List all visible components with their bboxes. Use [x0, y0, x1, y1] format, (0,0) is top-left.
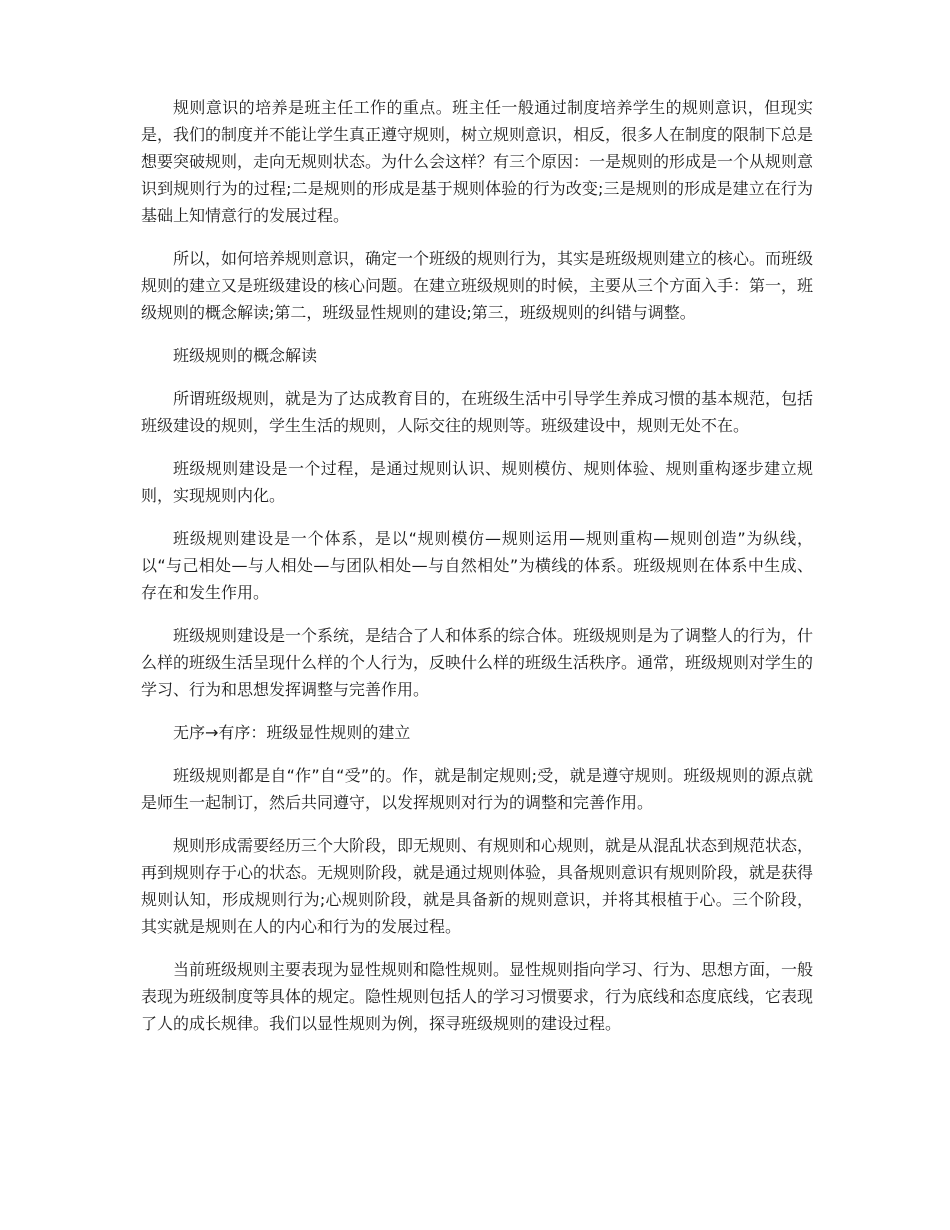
paragraph: 规则形成需要经历三个大阶段，即无规则、有规则和心规则，就是从混乱状态到规范状态，再到规则存于心的状态。无规则阶段，就是通过规则体验，具备规则意识有规则阶段，就是获得规则认知，形成规则行为;心规则阶段，就是具备新的规则意识，并将其根植于心。三个阶段，其实就是规则在人的内心和行为的发展过程。 — [141, 836, 814, 936]
paragraph: 班级规则都是自“作”自“受”的。作，就是制定规则;受，就是遵守规则。班级规则的源点就是师生一起制订，然后共同遵守，以发挥规则对行为的调整和完善作用。 — [141, 766, 813, 812]
section-heading: 无序→有序：班级显性规则的建立 — [173, 723, 411, 742]
paragraph: 规则意识的培养是班主任工作的重点。班主任一般通过制度培养学生的规则意识，但现实是，我们的制度并不能让学生真正遵守规则，树立规则意识，相反，很多人在制度的限制下总是想要突破规则，走向无规则状态。为什么会这样？有三个原因：一是规则的形成是一个从规则意识到规则行为的过程;二是规则的形成是基于规则体验的行为改变;三是规则的形成是建立在行为基础上知情意行的发展过程。 — [141, 98, 814, 225]
paragraph: 班级规则建设是一个过程，是通过规则认识、规则模仿、规则体验、规则重构逐步建立规则，实现规则内化。 — [141, 459, 813, 505]
paragraph: 所谓班级规则，就是为了达成教育目的，在班级生活中引导学生养成习惯的基本规范，包括班级建设的规则，学生生活的规则，人际交往的规则等。班级建设中，规则无处不在。 — [141, 389, 814, 435]
paragraph: 班级规则建设是一个体系，是以“规则模仿—规则运用—规则重构—规则创造”为纵线，以“与己相处—与人相处—与团队相处—与自然相处”为横线的体系。班级规则在体系中生成、存在和发生作用。 — [141, 529, 813, 602]
paragraph: 当前班级规则主要表现为显性规则和隐性规则。显性规则指向学习、行为、思想方面，一般表现为班级制度等具体的规定。隐性规则包括人的学习习惯要求，行为底线和态度底线，它表现了人的成长规律。我们以显性规则为例，探寻班级规则的建设过程。 — [141, 960, 814, 1033]
section-heading: 班级规则的概念解读 — [173, 346, 318, 365]
paragraph: 所以，如何培养规则意识，确定一个班级的规则行为，其实是班级规则建立的核心。而班级规则的建立又是班级建设的核心问题。在建立班级规则的时候，主要从三个方面入手：第一，班级规则的概念解读;第二，班级显性规则的建设;第三，班级规则的纠错与调整。 — [141, 249, 814, 322]
paragraph: 班级规则建设是一个系统，是结合了人和体系的综合体。班级规则是为了调整人的行为，什么样的班级生活呈现什么样的个人行为，反映什么样的班级生活秩序。通常，班级规则对学生的学习、行为和思想发挥调整与完善作用。 — [141, 626, 814, 699]
document-page — [141, 94, 813, 1053]
